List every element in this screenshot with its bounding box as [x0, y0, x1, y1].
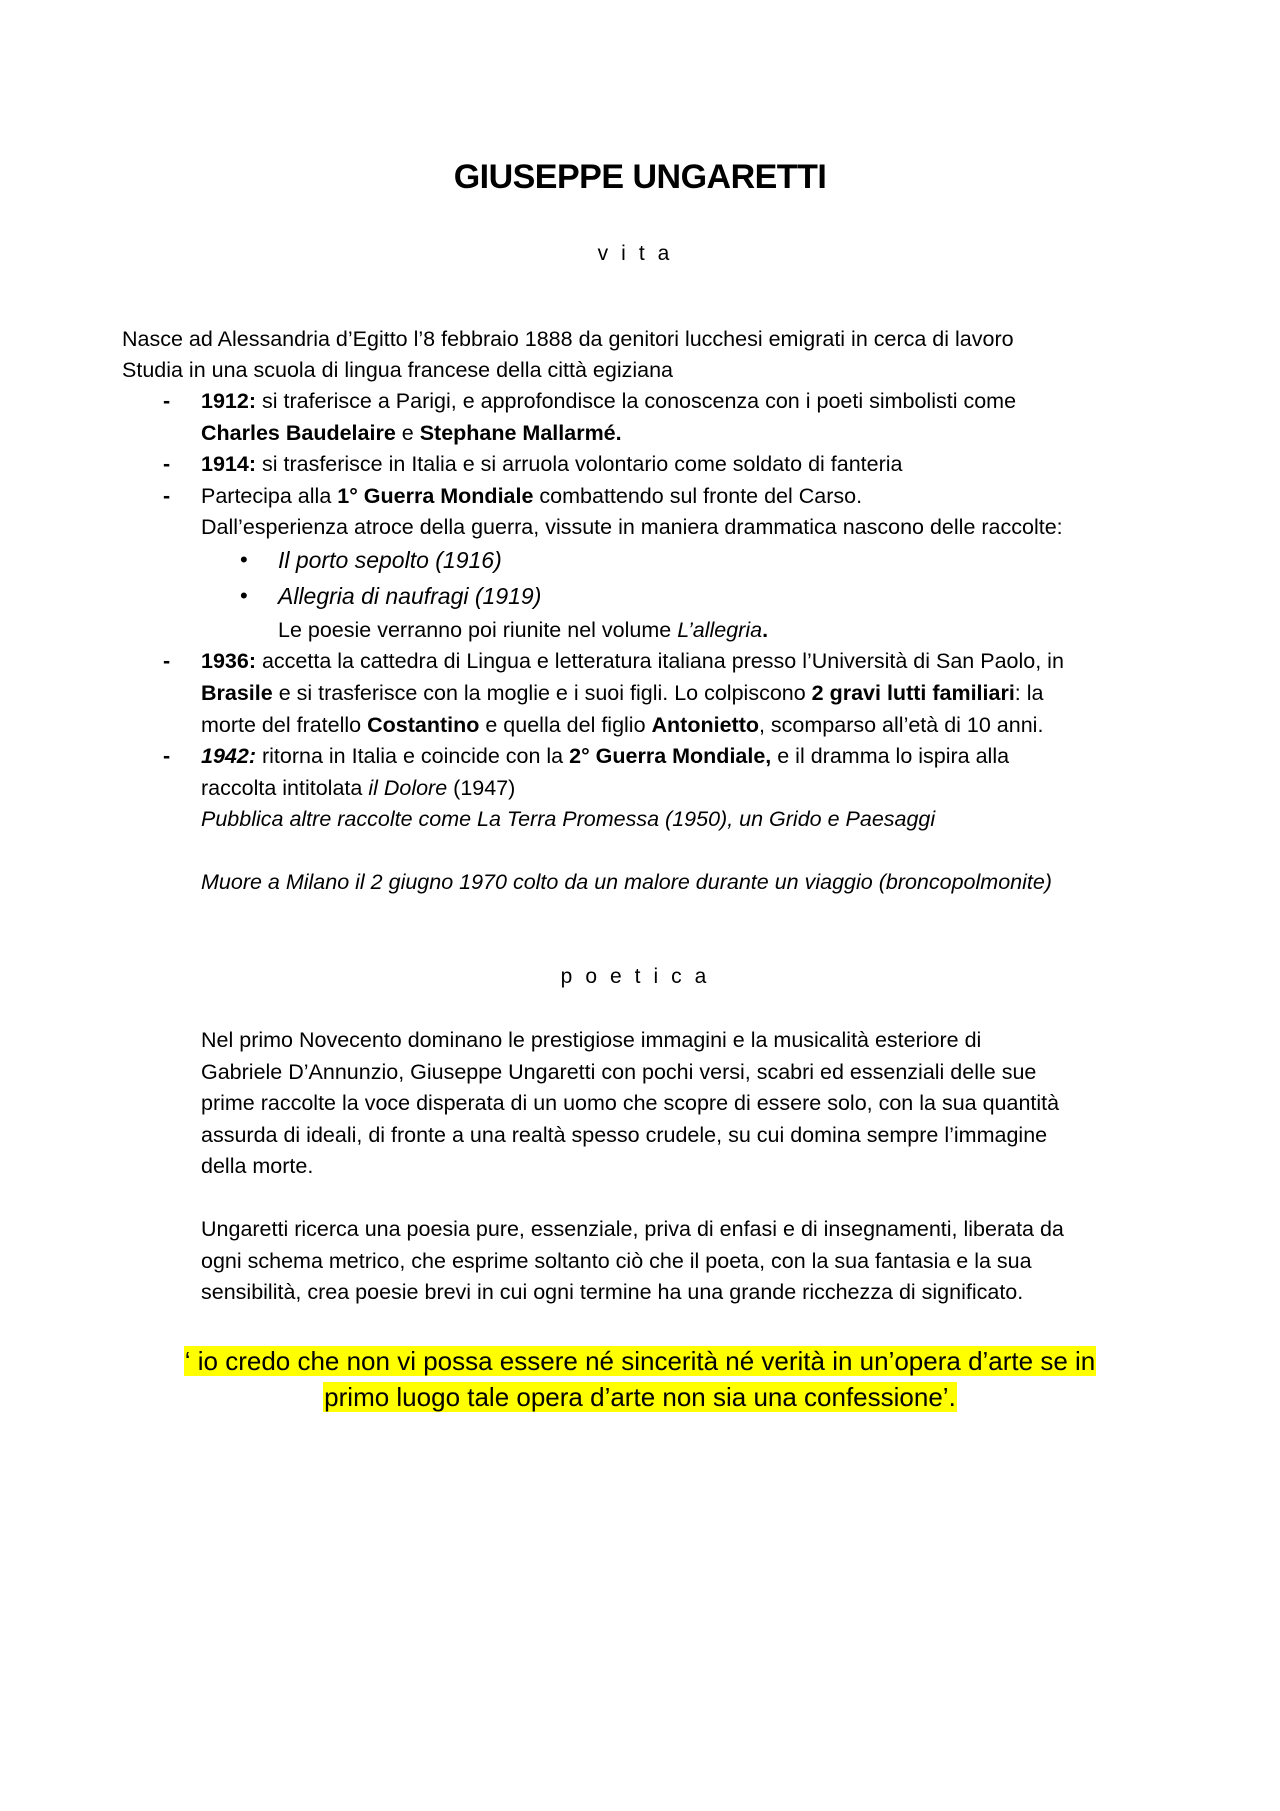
list-dash: - [163, 452, 171, 476]
united-pre: Le poesie verranno poi riunite nel volume [278, 618, 678, 642]
item-1912-text: si traferisce a Parigi, e approfondisce la conoscenza con i poeti simbolisti come [256, 389, 1017, 413]
list-item-1942-cont [201, 773, 515, 803]
item-1936-text6: , scomparso all’età di 10 anni. [758, 713, 1044, 737]
name-baudelaire: Charles Baudelaire [201, 421, 396, 445]
other-collections: Pubblica altre raccolte come La Terra Promessa (1950), un Grido e Paesaggi [201, 807, 936, 831]
list-item-1942 [201, 741, 1009, 771]
list-item-1912 [201, 386, 1016, 416]
list-item-1914 [201, 449, 903, 479]
war-pre: Partecipa alla [201, 484, 338, 508]
item-1936-text3: : la [1014, 681, 1044, 705]
lutti-familiari: 2 gravi lutti familiari [811, 681, 1015, 705]
poetica-p1-line-5: della morte. [201, 1154, 314, 1178]
poetica-p2-line-3: sensibilità, crea poesie brevi in cui ogni termine ha una grande ricchezza di significato. [201, 1280, 1024, 1304]
item-1942-text4: (1947) [447, 776, 516, 800]
item-1942-text3: raccolta intitolata [201, 776, 369, 800]
united-title: L’allegria [677, 618, 763, 642]
highlighted-quote-line-1: ‘ io credo che non vi possa essere né sincerità né verità in un’opera d’arte se in [184, 1346, 1096, 1376]
item-1936-text1: accetta la cattedra di Lingua e letteratura italiana presso l’Università di San Paolo, in [256, 649, 1064, 673]
united-volume-line [278, 615, 768, 645]
collection-allegria-naufragi: Allegria di naufragi (1919) [278, 583, 542, 609]
list-dash: - [163, 744, 171, 768]
year-1914: 1914: [201, 452, 256, 476]
year-1942: 1942: [201, 744, 256, 768]
section-heading-poetica: poetica [560, 965, 720, 988]
year-1912: 1912: [201, 389, 256, 413]
war2-name: 2° Guerra Mondiale, [569, 744, 772, 768]
war-name: 1° Guerra Mondiale [337, 484, 534, 508]
quote-line-2-wrap [0, 1379, 1280, 1415]
item-1942-text1: ritorna in Italia e coincide con la [256, 744, 570, 768]
poetica-p2-line-2: ogni schema metrico, che esprime soltanto ciò che il poeta, con la sua fantasia e la sua [201, 1249, 1032, 1273]
highlighted-quote-line-2: primo luogo tale opera d’arte non sia una confessione’. [324, 1382, 956, 1412]
item-1936-text5: e quella del figlio [479, 713, 652, 737]
list-item-war [201, 481, 862, 511]
war-line-2: Dall’esperienza atroce della guerra, vissute in maniera drammatica nascono delle raccolte: [201, 515, 1063, 539]
intro-line-1: Nasce ad Alessandria d’Egitto l’8 febbraio 1888 da genitori lucchesi emigrati in cerca di lavoro [122, 327, 1014, 351]
page-title: GIUSEPPE UNGARETTI [453, 158, 827, 196]
list-item-1936-cont2 [201, 710, 1043, 740]
name-mallarme: Stephane Mallarmé. [419, 421, 622, 445]
year-1936: 1936: [201, 649, 256, 673]
brother-costantino: Costantino [367, 713, 480, 737]
item-1914-text: si trasferisce in Italia e si arruola volontario come soldato di fanteria [256, 452, 903, 476]
death-line: Muore a Milano il 2 giugno 1970 colto da un malore durante un viaggio (broncopolmonite) [201, 870, 1052, 894]
list-dash: - [163, 649, 171, 673]
list-dash: - [163, 389, 171, 413]
bullet-glyph: • [240, 547, 248, 572]
item-1942-text2: e il dramma lo ispira alla [771, 744, 1010, 768]
poetica-p2-line-1: Ungaretti ricerca una poesia pure, essenziale, priva di enfasi e di insegnamenti, liberata da [201, 1217, 1064, 1241]
collection-porto-sepolto: Il porto sepolto (1916) [278, 547, 502, 573]
poetica-p1-line-4: assurda di ideali, di fronte a una realtà spesso crudele, su cui domina sempre l’immagine [201, 1123, 1048, 1147]
country-brasile: Brasile [201, 681, 273, 705]
list-item-1912-cont [201, 418, 622, 448]
list-dash: - [163, 484, 171, 508]
conj-and: e [395, 421, 420, 445]
list-item-1936-cont1 [201, 678, 1043, 708]
bullet-glyph: • [240, 583, 248, 608]
poetica-p1-line-1: Nel primo Novecento dominano le prestigiose immagini e la musicalità esteriore di [201, 1028, 982, 1052]
quote-line-1-wrap [0, 1343, 1280, 1379]
poetica-p1-line-2: Gabriele D’Annunzio, Giuseppe Ungaretti con pochi versi, scabri ed essenziali delle sue [201, 1060, 1037, 1084]
son-antonietto: Antonietto [651, 713, 759, 737]
war-post: combattendo sul fronte del Carso. [533, 484, 863, 508]
poetica-p1-line-3: prime raccolte la voce disperata di un uomo che scopre di essere solo, con la sua quantità [201, 1091, 1060, 1115]
item-1936-text4: morte del fratello [201, 713, 368, 737]
list-item-1936 [201, 646, 1064, 676]
section-heading-vita: vita [597, 242, 683, 265]
work-il-dolore: il Dolore [368, 776, 448, 800]
intro-line-2: Studia in una scuola di lingua francese della città egiziana [122, 358, 674, 382]
item-1936-text2: e si trasferisce con la moglie e i suoi figli. Lo colpiscono [272, 681, 812, 705]
united-end: . [762, 618, 769, 642]
